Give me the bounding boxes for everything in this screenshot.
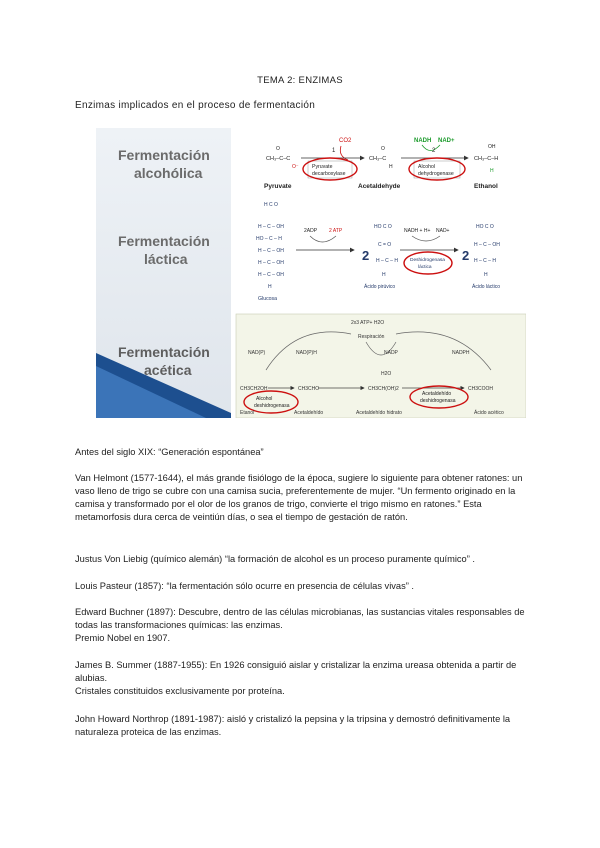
page-title: TEMA 2: ENZIMAS	[257, 75, 343, 86]
acetic-mol-acetaldehyde: CH3CHO	[298, 386, 320, 392]
glucose-label: Glucosa	[258, 296, 278, 302]
acetic-atp: 2x3 ATP+ H2O	[351, 320, 385, 326]
pasteur-text: Louis Pasteur (1857): “la fermentación sólo ocurre en presencia de células vivas” .	[75, 581, 414, 591]
acetic-enzyme-2-line-2: deshidrogenasa	[420, 398, 456, 404]
acetic-label-hydrate: Acetaldehído hidrato	[356, 410, 402, 416]
lactic-enzyme-highlight	[404, 252, 452, 274]
history-heading: Antes del siglo XIX: “Generación espontánea”	[75, 447, 264, 457]
acetic-label-acid: Ácido acético	[474, 410, 504, 416]
pyruvate-oxygen: O	[276, 146, 280, 152]
liebig-text: Justus Von Liebig (químico alemán) “la formación de alcohol es un proceso puramente químico” .	[75, 554, 475, 564]
ethanol-structure: CH₃–C–H	[474, 156, 499, 162]
buchner-nobel: Premio Nobel en 1907.	[75, 633, 171, 643]
coef-1: 2	[362, 248, 370, 263]
acetica-scheme	[236, 314, 526, 418]
northrop-text: John Howard Northrop (1891-1987): aisló y cristalizó la pepsina y la tripsina y demostró definitivamente la naturaleza proteica de las enzimas.	[75, 714, 511, 737]
summer-crystals: Cristales constituidos exclusivamente por proteína.	[75, 686, 285, 696]
ethanol-h: H	[490, 168, 494, 174]
pyruvate-oxygen-minus: O⁻	[292, 164, 299, 170]
atp-label: 2 ATP	[329, 228, 343, 234]
nadh-label: NADH	[414, 138, 432, 144]
acetic-enzyme-1-line-2: deshidrogenasa	[254, 403, 290, 409]
lactica-title-2: láctica	[144, 251, 188, 267]
coef-2: 2	[462, 248, 470, 263]
co2-label: CO2	[339, 138, 352, 144]
acetic-mol-acid: CH3COOH	[468, 386, 494, 392]
atp-arc	[310, 236, 336, 242]
lactic-enzyme-line-1: Deshidrogenasa	[410, 258, 445, 263]
acetic-enzyme-2-line-1: Acetaldehído	[422, 391, 452, 397]
ethanol-label: Ethanol	[474, 183, 498, 190]
step-1-label: 1	[332, 148, 336, 154]
lactic-cofactor-arc	[412, 236, 440, 241]
glucose-row-5: H – C – OH	[258, 272, 284, 278]
lactic-nadh: NADH + H+	[404, 228, 431, 234]
pyruvic-row-1: HO C O	[374, 224, 392, 230]
acetic-nad-2: NADP	[384, 350, 398, 356]
van-helmont-paragraph	[75, 472, 525, 524]
acetic-nadh-1: NAD(P)H	[296, 350, 317, 356]
buchner-text: Edward Buchner (1897): Descubre, dentro de las células microbianas, las sustancias vitales responsables de todas las transformaciones químicas: las enzimas.	[75, 607, 525, 630]
glucose-row-1: H – C – OH	[258, 224, 284, 230]
cofactor-arc	[422, 145, 440, 151]
enzyme-1-line-2: decarboxylase	[312, 171, 346, 177]
lactica-scheme	[256, 202, 500, 302]
pyruvic-label: Ácido pirúvico	[364, 284, 396, 290]
acetic-nad-1: NAD(P)	[248, 350, 266, 356]
step-2-label: 2	[432, 148, 436, 154]
fermentation-diagram	[96, 128, 526, 418]
liebig-paragraph	[75, 553, 525, 566]
fermentation-figure	[96, 128, 526, 418]
pyruvate-label: Pyruvate	[264, 183, 292, 190]
enzyme-1-line-1: Pyruvate	[312, 164, 333, 170]
pyruvate-structure: CH₃–C–C	[266, 156, 291, 162]
acetaldehyde-structure: CH₃–C	[369, 156, 387, 162]
ethanol-oh: OH	[488, 144, 496, 150]
lactic-row-2: H – C – OH	[474, 242, 500, 248]
northrop-paragraph	[75, 713, 525, 739]
glucose-aldehyde: H C O	[264, 202, 278, 208]
van-helmont-text: Van Helmont (1577-1644), el más grande fisiólogo de la época, sugiere lo siguiente para obtener ratones: un vaso lleno de trigo se cubre con una camisa sucia, preferentemente de mujer. “Un fermento originado en la camisa y transformado por el olor de los granos de trigo, convierte el trigo mismo en ratones.” Esta metamorfosis dura cerca de veintiún días, o sea el tiempo de gestación de ratón.	[75, 473, 523, 522]
lactic-nad: NAD+	[436, 228, 450, 234]
glucose-row-3: H – C – OH	[258, 248, 284, 254]
adp-label: 2ADP	[304, 228, 318, 234]
acetic-label-ethanol: Etanol	[240, 410, 255, 416]
acetic-nadh-2: NADPH	[452, 350, 470, 356]
glucose-row-2: HO – C – H	[256, 236, 282, 242]
acetic-enzyme-1-line-1: Alcohol	[256, 396, 273, 402]
acetaldehyde-oxygen: O	[381, 146, 385, 152]
acetica-title-1: Fermentación	[118, 344, 210, 360]
nad-label: NAD+	[438, 138, 455, 144]
section-subtitle: Enzimas implicados en el proceso de fermentación	[75, 100, 316, 111]
acetic-respiration: Respiración	[358, 334, 385, 340]
summer-text: James B. Summer (1887-1955): En 1926 consiguió aislar y cristalizar la enzima ureasa obtenida a partir de alubias.	[75, 660, 517, 683]
pyruvic-row-3: H – C – H	[376, 258, 398, 264]
summer-paragraph	[75, 659, 525, 698]
enzyme-2-line-1: Alcohol	[418, 164, 436, 170]
pasteur-paragraph	[75, 580, 525, 593]
alcoholica-title-1: Fermentación	[118, 147, 210, 163]
acetic-label-acetaldehyde: Acetaldehído	[294, 410, 324, 416]
lactic-row-4: H	[484, 272, 488, 278]
acetic-mol-hydrate: CH3CH(OH)2	[368, 386, 399, 392]
lactic-label: Ácido láctico	[472, 284, 501, 290]
buchner-paragraph	[75, 606, 525, 645]
glucose-row-6: H	[268, 284, 272, 290]
acetic-water: H2O	[381, 371, 392, 377]
alcoholica-scheme	[264, 138, 498, 190]
lactic-row-1: HO C O	[476, 224, 494, 230]
glucose-row-4: H – C – OH	[258, 260, 284, 266]
lactica-title-1: Fermentación	[118, 233, 210, 249]
acetaldehyde-h: H	[389, 164, 393, 170]
acetic-mol-ethanol: CH3CH2OH	[240, 386, 268, 392]
lactic-row-3: H – C – H	[474, 258, 496, 264]
acetaldehyde-label: Acetaldehyde	[358, 183, 401, 190]
pyruvic-row-2: C = O	[378, 242, 392, 248]
lactic-enzyme-line-2: láctica	[418, 265, 432, 270]
pyruvic-row-4: H	[382, 272, 386, 278]
enzyme-2-line-2: dehydrogenase	[418, 171, 454, 177]
alcoholica-title-2: alcohólica	[134, 165, 203, 181]
acetica-title-2: acética	[144, 362, 192, 378]
